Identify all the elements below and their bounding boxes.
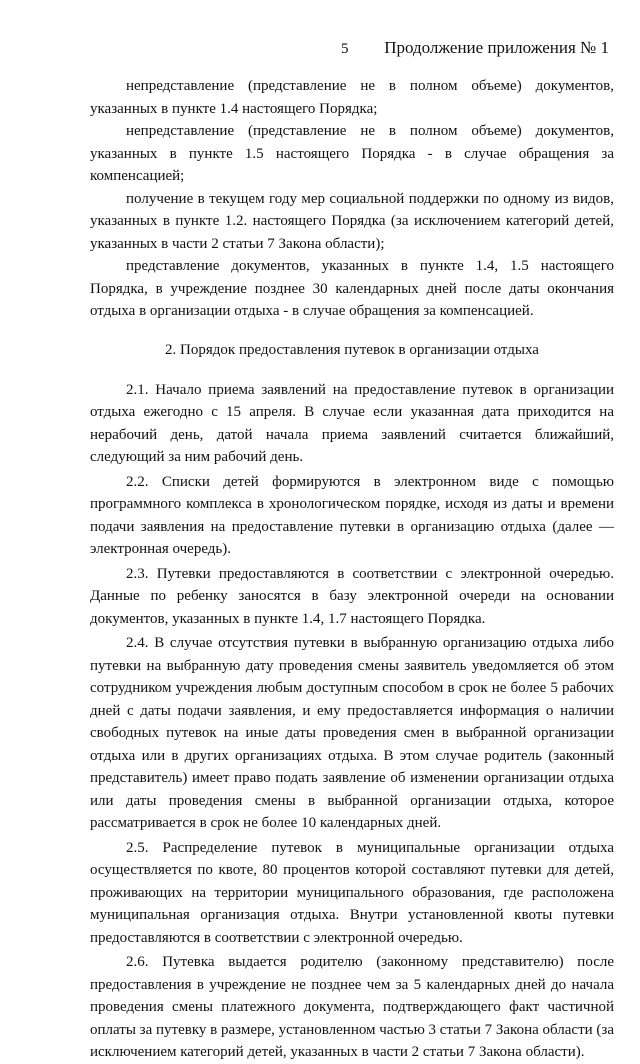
intro-paragraph: получение в текущем году мер социальной поддержки по одному из видов, указанных в пункте 1.2. настоящего Порядка (за исключением категорий детей, указанных в части 2 статьи 7 Закона области); [90,190,614,252]
intro-paragraph: непредставление (представление не в полном объеме) документов, указанных в пункте 1.5 настоящего Порядка - в случае обращения за компенсацией; [90,123,614,184]
page-header [0,37,640,61]
section-paragraph: 2.4. В случае отсутствия путевки в выбранную организацию отдыха либо путевки на выбранную дату проведения смены заявитель уведомляется об этом сотрудником учреждения любым доступным способом в срок не более 5 рабочих дней с даты подачи заявления, и ему предоставляется информация о наличии свободных путевок на иные даты проведения смен в выбранной организации отдыха или в других организациях отдыха. В этом случае родитель (законный представитель) имеет право подать заявление об изменении организации отдыха или даты проведения смены в выбранной организации отдыха, которое рассматривается в срок не более 10 календарных дней. [90,635,614,831]
intro-paragraph: непредставление (представление не в полном объеме) документов, указанных в пункте 1.4 настоящего Порядка; [90,78,614,117]
section-paragraph: 2.6. Путевка выдается родителю (законному представителю) после предоставления в учреждение не позднее чем за 5 календарных дней до начала проведения смены платежного документа, подтверждающего факт частичной оплаты за путевку в размере, установленном частью 3 статьи 7 Закона области (за исключением категорий детей, указанных в части 2 статьи 7 Закона области). [90,954,614,1060]
section-paragraph: 2.5. Распределение путевок в муниципальные организации отдыха осуществляется по квоте, 80 процентов которой составляют путевки для детей, проживающих на территории муниципального образования, где расположена муниципальная организация отдыха. Внутри установленной квоты путевки предоставляются в соответствии с электронной очередью. [90,839,614,946]
document-body [90,75,614,1064]
section-heading: 2. Порядок предоставления путевок в организации отдыха [165,341,539,358]
intro-paragraph: представление документов, указанных в пункте 1.4, 1.5 настоящего Порядка, в учреждение позднее 30 календарных дней после даты окончания отдыха в организации отдыха - в случае обращения за компенсацией. [90,258,614,319]
section-paragraph: 2.1. Начало приема заявлений на предоставление путевок в организации отдыха ежегодно с 15 апреля. В случае если указанная дата приходится на нерабочий день, датой начала приема заявлений считается ближайший, следующий за ним рабочий день. [90,381,614,465]
appendix-continuation-title: Продолжение приложения № 1 [384,38,609,57]
section-paragraph: 2.2. Списки детей формируются в электронном виде с помощью программного комплекса в хронологическом порядке, исходя из даты и времени подачи заявления на предоставление путевки в организацию отдыха (далее — электронная очередь). [90,473,614,557]
section-paragraph: 2.3. Путевки предоставляются в соответствии с электронной очередью. Данные по ребенку заносятся в базу электронной очереди на основании документов, указанных в пункте 1.4, 1.7 настоящего Порядка. [90,565,614,627]
page-number: 5 [341,41,349,57]
